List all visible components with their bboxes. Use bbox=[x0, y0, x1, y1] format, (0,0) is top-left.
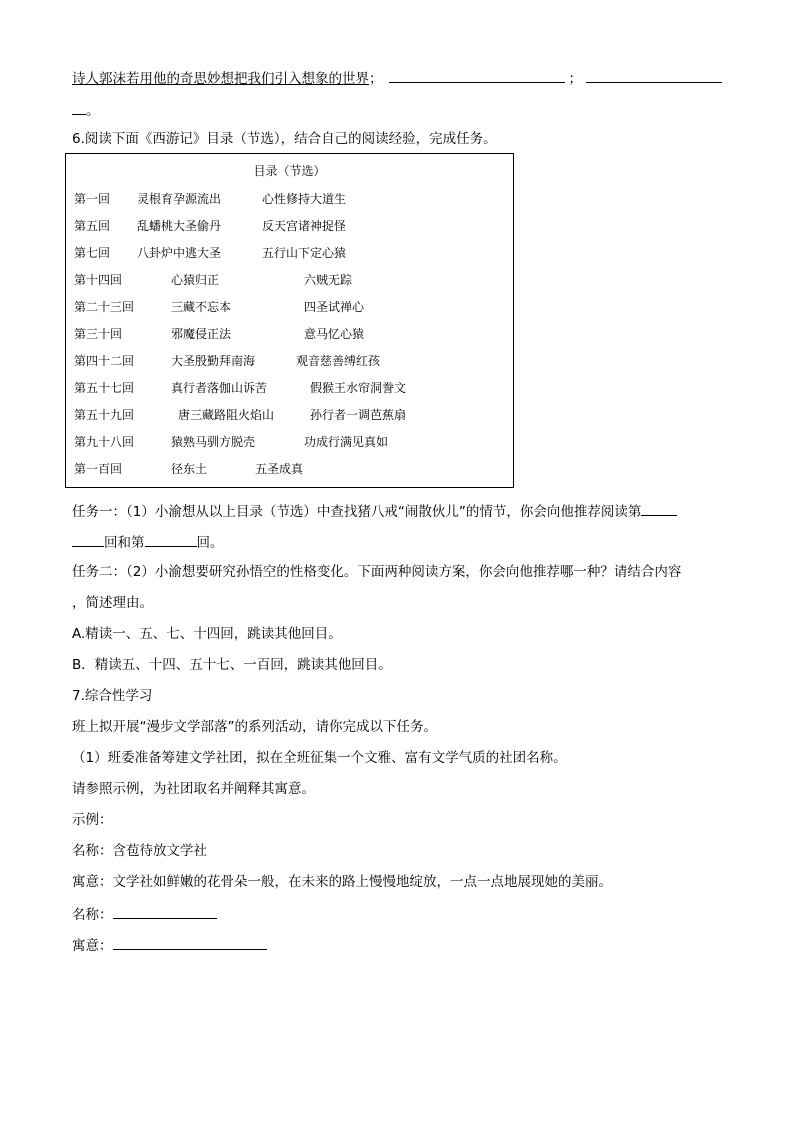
task-1-text: 回。 bbox=[196, 535, 224, 551]
chapter-number: 第五回 bbox=[74, 219, 111, 233]
chapter-title-a: 径东土 bbox=[171, 462, 208, 476]
chapter-title-b: 六贼无踪 bbox=[304, 273, 353, 287]
name-label: 名称： bbox=[72, 907, 113, 923]
chapter-title-b: 观音慈善缚红孩 bbox=[296, 354, 381, 368]
meaning-answer-line bbox=[72, 934, 267, 956]
q5-continuation-line bbox=[72, 67, 722, 89]
q5-continuation-end bbox=[72, 99, 100, 121]
chapter-number: 第十四回 bbox=[74, 273, 123, 287]
answer-blank-chapter-2[interactable] bbox=[145, 531, 197, 547]
chapter-number: 第五十九回 bbox=[74, 408, 135, 422]
chapter-title-a: 三藏不忘本 bbox=[171, 300, 232, 314]
answer-blank-chapter-1a[interactable] bbox=[641, 500, 677, 516]
task-1-line-1 bbox=[72, 500, 677, 522]
chapter-title-b: 功成行满见真如 bbox=[304, 435, 389, 449]
chapter-title-b: 反天宫诸神捉怪 bbox=[262, 219, 347, 233]
question-7-intro: 班上拟开展“漫步文学部落”的系列活动，请你完成以下任务。 bbox=[72, 719, 437, 735]
chapter-title-a: 心猿归正 bbox=[171, 273, 220, 287]
chapter-number: 第四十二回 bbox=[74, 354, 135, 368]
chapter-number: 第一百回 bbox=[74, 462, 123, 476]
chapter-title-b: 孙行者一调芭蕉扇 bbox=[310, 408, 407, 422]
catalog-box bbox=[65, 153, 514, 488]
meaning-answer-blank[interactable] bbox=[113, 934, 267, 950]
name-answer-blank[interactable] bbox=[113, 903, 217, 919]
separator: ； bbox=[369, 71, 383, 87]
chapter-title-b: 四圣试禅心 bbox=[304, 300, 365, 314]
chapter-title-b: 意马忆心猿 bbox=[304, 327, 365, 341]
question-7-title: 7.综合性学习 bbox=[72, 688, 153, 704]
chapter-number: 第二十三回 bbox=[74, 300, 135, 314]
chapter-title-a: 邪魔侵正法 bbox=[171, 327, 232, 341]
question-7-instruction: 请参照示例，为社团取名并阐释其寓意。 bbox=[72, 781, 315, 797]
task-2-line-1: 任务二：（2）小渝想要研究孙悟空的性格变化。下面两种阅读方案，你会向他推荐哪一种？请结合内容 bbox=[72, 564, 682, 580]
task-2-line-2: ，简述理由。 bbox=[72, 595, 153, 611]
chapter-number: 第一回 bbox=[74, 192, 111, 206]
answer-blank-1[interactable] bbox=[389, 67, 565, 83]
example-meaning: 寓意：文学社如鲜嫩的花骨朵一般，在未来的路上慢慢地绽放，一点一点地展现她的美丽。 bbox=[72, 874, 612, 890]
name-answer-line bbox=[72, 903, 217, 925]
chapter-title-b: 五行山下定心猿 bbox=[262, 246, 347, 260]
task-1-text: 任务一：（1）小渝想从以上目录（节选）中查找猪八戒“闹散伙儿”的情节，你会向他推荐阅读第 bbox=[72, 504, 642, 520]
meaning-label: 寓意： bbox=[72, 938, 113, 954]
catalog-title: 目录（节选） bbox=[253, 164, 326, 178]
chapter-number: 第三十回 bbox=[74, 327, 123, 341]
chapter-title-a: 大圣殷勤拜南海 bbox=[171, 354, 256, 368]
chapter-title-b: 心性修持大道生 bbox=[262, 192, 347, 206]
answer-blank-3[interactable] bbox=[72, 99, 86, 115]
example-label: 示例： bbox=[72, 812, 113, 828]
answer-blank-chapter-1b[interactable] bbox=[72, 531, 104, 547]
chapter-title-a: 真行者落伽山诉苦 bbox=[171, 381, 268, 395]
task-1-line-2 bbox=[72, 531, 224, 553]
example-name: 名称：含苞待放文学社 bbox=[72, 843, 207, 859]
chapter-title-a: 灵根育孕源流出 bbox=[137, 192, 222, 206]
chapter-number: 第七回 bbox=[74, 246, 111, 260]
period: 。 bbox=[86, 103, 100, 119]
chapter-title-b: 假猴王水帘洞誊文 bbox=[310, 381, 407, 395]
chapter-title-b: 五圣成真 bbox=[255, 462, 304, 476]
chapter-number: 第五十七回 bbox=[74, 381, 135, 395]
option-b: B．精读五、十四、五十七、一百回，跳读其他回目。 bbox=[72, 657, 392, 673]
chapter-title-a: 唐三藏路阻火焰山 bbox=[178, 408, 275, 422]
chapter-title-a: 猿熟马驯方脱壳 bbox=[171, 435, 256, 449]
question-6-prompt: 6.阅读下面《西游记》目录（节选），结合自己的阅读经验，完成任务。 bbox=[72, 131, 497, 147]
question-7-part-1: （1）班委准备筹建文学社团，拟在全班征集一个文雅、富有文学气质的社团名称。 bbox=[72, 750, 567, 766]
answer-blank-2[interactable] bbox=[586, 67, 722, 83]
task-1-text: 回和第 bbox=[104, 535, 145, 551]
underlined-sentence: 诗人郭沫若用他的奇思妙想把我们引入想象的世界 bbox=[72, 71, 369, 87]
option-a: A.精读一、五、七、十四回，跳读其他回目。 bbox=[72, 626, 342, 642]
chapter-title-a: 八卦炉中逃大圣 bbox=[137, 246, 222, 260]
chapter-title-a: 乱蟠桃大圣偷丹 bbox=[137, 219, 222, 233]
separator: ； bbox=[568, 71, 582, 87]
chapter-number: 第九十八回 bbox=[74, 435, 135, 449]
